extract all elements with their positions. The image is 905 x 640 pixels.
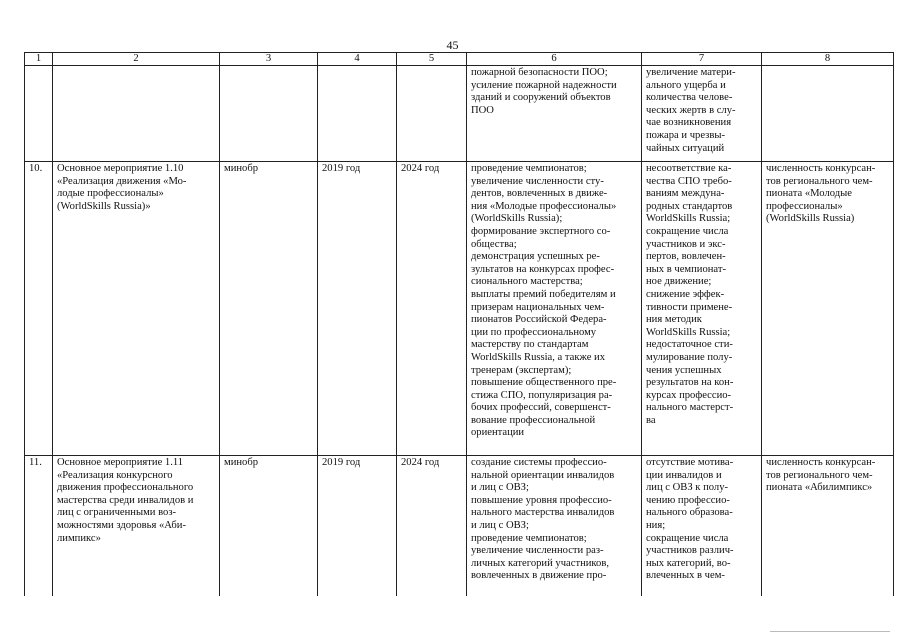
executor: минобр xyxy=(220,162,318,456)
row-number xyxy=(25,66,53,162)
executor: минобр xyxy=(220,456,318,596)
table-row xyxy=(25,162,894,456)
table-row xyxy=(25,66,894,162)
end-year xyxy=(397,66,467,162)
column-number-row xyxy=(25,53,894,66)
expected-results: проведение чемпионатов; увеличение численности сту- дентов, вовлеченных в движе- ния «Молодые профессионалы» (WorldSkills Russia); формирование экспертного со- общества; демонстрация успешных ре- зультатов на конкурсах профес- сионального мастерства; выплаты премий победителям и призерам национальных чем- пионатов Российской Федера- ции по профессиональному мастерству по стандартам WorldSkills Russia, а также их тренерам (экспертам); повышение общественного пре- стижа СПО, популяризация ра- бочих профессий, совершенст- вование профессиональной ориентации xyxy=(467,162,642,456)
indicator-link xyxy=(762,66,894,162)
indicator-link: численность конкурсан- тов регионального чем- пионата «Молодые профессионалы» (WorldSkills Russia) xyxy=(762,162,894,456)
executor xyxy=(220,66,318,162)
column-number: 3 xyxy=(220,53,318,66)
measure-name: Основное мероприятие 1.11 «Реализация конкурсного движения профессионального мастерства среди инвалидов и лиц с ограниченными воз- можностями здоровья «Аби- лимпикс» xyxy=(53,456,220,596)
measure-name xyxy=(53,66,220,162)
start-year xyxy=(318,66,397,162)
column-number: 1 xyxy=(25,53,53,66)
row-number: 11. xyxy=(25,456,53,596)
start-year: 2019 год xyxy=(318,456,397,596)
expected-results: пожарной безопасности ПОО; усиление пожарной надежности зданий и сооружений объектов ПОО xyxy=(467,66,642,162)
page-number: 45 xyxy=(446,38,459,52)
start-year: 2019 год xyxy=(318,162,397,456)
column-number: 7 xyxy=(642,53,762,66)
column-number: 4 xyxy=(318,53,397,66)
column-number: 6 xyxy=(467,53,642,66)
non-implementation-consequences: увеличение матери- ального ущерба и количества челове- ческих жертв в слу- чае возникновения пожара и чрезвы- чайных ситуаций xyxy=(642,66,762,162)
measures-table xyxy=(24,52,894,596)
end-year: 2024 год xyxy=(397,162,467,456)
scan-edge-line xyxy=(770,631,890,632)
column-number: 8 xyxy=(762,53,894,66)
measure-name: Основное мероприятие 1.10 «Реализация движения «Мо- лодые профессионалы» (WorldSkills Russia)» xyxy=(53,162,220,456)
indicator-link: численность конкурсан- тов регионального чем- пионата «Абилимпикс» xyxy=(762,456,894,596)
column-number: 2 xyxy=(53,53,220,66)
non-implementation-consequences: несоответствие ка- чества СПО требо- ваниям междуна- родных стандартов WorldSkills Russia; сокращение числа участников и экс- пертов, вовлечен- ных в чемпионат- ное движение; снижение эффек- тивности примене- ния методик WorldSkills Russia; недостаточное сти- мулирование полу- чения успешных результатов на кон- курсах профессио- нального мастерст- ва xyxy=(642,162,762,456)
end-year: 2024 год xyxy=(397,456,467,596)
non-implementation-consequences: отсутствие мотива- ции инвалидов и лиц с ОВЗ к полу- чению профессио- нального образова- ния; сокращение числа участников различ- ных категорий, во- влеченных в чем- xyxy=(642,456,762,596)
table-row xyxy=(25,456,894,596)
row-number: 10. xyxy=(25,162,53,456)
expected-results: создание системы профессио- нальной ориентации инвалидов и лиц с ОВЗ; повышение уровня профессио- нального мастерства инвалидов и лиц с ОВЗ; проведение чемпионатов; увеличение численности раз- личных категорий участников, вовлеченных в движение про- xyxy=(467,456,642,596)
column-number: 5 xyxy=(397,53,467,66)
